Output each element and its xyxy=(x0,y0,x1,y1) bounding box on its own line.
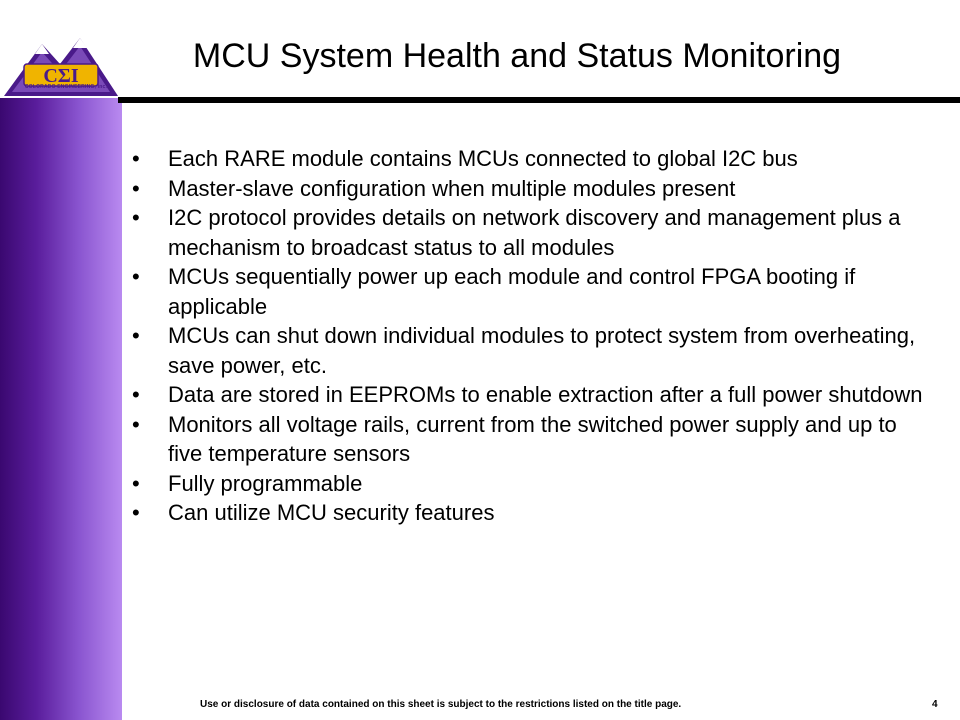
footer-disclaimer: Use or disclosure of data contained on this sheet is subject to the restrictions listed on the title page. xyxy=(200,699,682,710)
bullet-icon: • xyxy=(132,323,140,348)
bullet-text: Master-slave configuration when multiple modules present xyxy=(168,175,736,201)
bullet-icon: • xyxy=(132,264,140,289)
bullet-item xyxy=(132,498,932,528)
bullet-text: MCUs sequentially power up each module and control FPGA booting if applicable xyxy=(168,264,856,319)
title-underline xyxy=(118,97,960,103)
page-number: 4 xyxy=(932,699,938,710)
bullet-icon: • xyxy=(132,146,140,171)
slide-title: MCU System Health and Status Monitoring xyxy=(192,37,842,75)
bullet-text: Monitors all voltage rails, current from the switched power supply and up to five temperature sensors xyxy=(168,411,897,466)
bullet-icon: • xyxy=(132,500,140,525)
bullet-icon: • xyxy=(132,205,140,230)
company-logo xyxy=(2,30,120,102)
logo-company-name: COLORADO ENGINEERING, Inc. xyxy=(24,84,108,90)
bullet-icon: • xyxy=(132,382,140,407)
bullet-item xyxy=(132,321,932,380)
bullet-list xyxy=(132,144,932,528)
bullet-text: Data are stored in EEPROMs to enable extraction after a full power shutdown xyxy=(168,382,923,407)
sidebar-gradient xyxy=(0,98,122,720)
bullet-item xyxy=(132,380,932,410)
bullet-text: Each RARE module contains MCUs connected to global I2C bus xyxy=(168,146,798,171)
mountain-logo-icon xyxy=(2,30,120,102)
bullet-icon: • xyxy=(132,411,140,437)
bullet-item xyxy=(132,203,932,262)
bullet-text: MCUs can shut down individual modules to protect system from overheating, save power, etc. xyxy=(168,323,916,378)
logo-mark: CΣI xyxy=(43,65,79,87)
bullet-text: Fully programmable xyxy=(168,470,363,496)
bullet-icon: • xyxy=(132,470,140,496)
bullet-item xyxy=(132,262,932,321)
bullet-item xyxy=(132,144,932,174)
bullet-item xyxy=(132,174,932,204)
bullet-icon: • xyxy=(132,175,140,201)
bullet-text: Can utilize MCU security features xyxy=(168,500,495,525)
bullet-item xyxy=(132,410,932,469)
bullet-item xyxy=(132,469,932,499)
bullet-text: I2C protocol provides details on network discovery and management plus a mechanism to broadcast status to all modules xyxy=(168,205,901,260)
